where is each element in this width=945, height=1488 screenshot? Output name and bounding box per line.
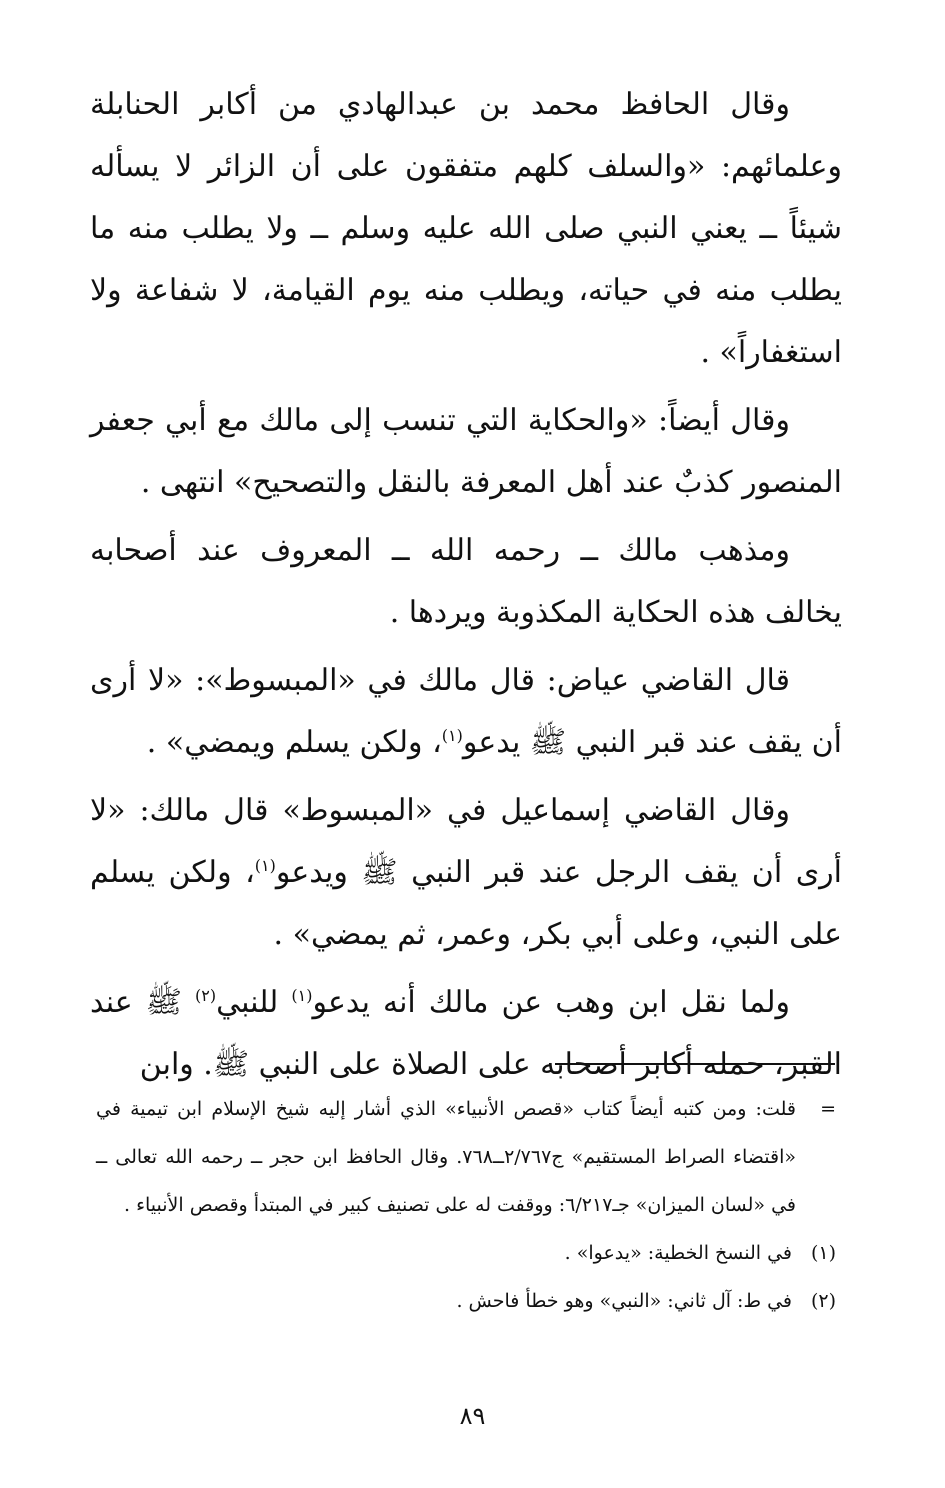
paragraph-6-text-middle: للنبي xyxy=(216,985,292,1020)
paragraph-2-text: وقال أيضاً: «والحكاية التي تنسب إلى مالك مع أبي جعفر المنصور كذبٌ عند أهل المعرفة بالنقل والتصحيح» انتهى . xyxy=(90,403,842,500)
footnote-ref-1: (١) xyxy=(441,726,463,745)
footnote-ref-1: (١) xyxy=(291,986,313,1005)
footnote-text-2: في ط: آل ثاني: «النبي» وهو خطأ فاحش . xyxy=(456,1290,792,1312)
footnote-divider xyxy=(555,1063,835,1065)
paragraph-6-text-before: ولما نقل ابن وهب عن مالك أنه يدعو xyxy=(312,985,791,1020)
footnote-number-2: (٢) xyxy=(810,1290,836,1312)
paragraph-5-text-before: وقال القاضي إسماعيل في «المبسوط» قال مالك: «لا أرى أن يقف الرجل عند قبر النبي ﷺ ويدعو xyxy=(90,793,842,890)
paragraph-6-text-after: ﷺ عند القبر، حمله أكابر أصحابه على الصلاة على النبي ﷺ. وابن xyxy=(90,985,842,1082)
footnote-text-1: في النسخ الخطية: «يدعوا» . xyxy=(564,1242,792,1264)
footnote-item-1 xyxy=(96,1229,836,1277)
continuation-text: قلت: ومن كتبه أيضاً كتاب «قصص الأنبياء» الذي أشار إليه شيخ الإسلام ابن تيمية في «اقتضاء الصراط المستقيم» ج٢/٧٦٧ــ٧٦٨. وقال الحافظ ابن حجر ــ رحمه الله تعالى ــ في «لسان الميزان» جـ٦/٢١٧: ووقفت له على تصنيف كبير في المبتدأ وقصص الأنبياء . xyxy=(96,1098,796,1216)
page-number: ٨٩ xyxy=(459,1402,486,1430)
paragraph-5 xyxy=(90,780,842,966)
body-text xyxy=(90,74,842,1096)
paragraph-5-text-after: ، ولكن يسلم على النبي، وعلى أبي بكر، وعمر، ثم يمضي» . xyxy=(90,855,842,952)
main-text xyxy=(90,74,842,1102)
paragraph-3-text: ومذهب مالك ــ رحمه الله ــ المعروف عند أصحابه يخالف هذه الحكاية المكذوبة ويردها . xyxy=(90,533,842,630)
paragraph-2 xyxy=(90,390,842,514)
footnotes xyxy=(96,1085,836,1325)
footnote-number-1: (١) xyxy=(810,1242,836,1264)
footnote-ref-1: (١) xyxy=(254,856,276,875)
footnote-ref-2: (٢) xyxy=(195,986,217,1005)
paragraph-4-text-after: ، ولكن يسلم ويمضي» . xyxy=(146,725,442,760)
continuation-mark: = xyxy=(820,1098,836,1120)
paragraph-4-text-before: قال القاضي عياض: قال مالك في «المبسوط»: «لا أرى أن يقف عند قبر النبي ﷺ يدعو xyxy=(90,663,842,760)
footnote-item-2 xyxy=(96,1277,836,1325)
paragraph-6 xyxy=(90,972,842,1096)
paragraph-3 xyxy=(90,520,842,644)
paragraph-4 xyxy=(90,650,842,774)
paragraph-1-text: وقال الحافظ محمد بن عبدالهادي من أكابر الحنابلة وعلمائهم: «والسلف كلهم متفقون على أن الزائر لا يسأله شيئاً ــ يعني النبي صلى الله عليه وسلم ــ ولا يطلب منه ما يطلب منه في حياته، ويطلب منه يوم القيامة، لا شفاعة ولا استغفاراً» . xyxy=(90,87,842,370)
footnote-continuation xyxy=(96,1085,836,1229)
paragraph-1 xyxy=(90,74,842,384)
